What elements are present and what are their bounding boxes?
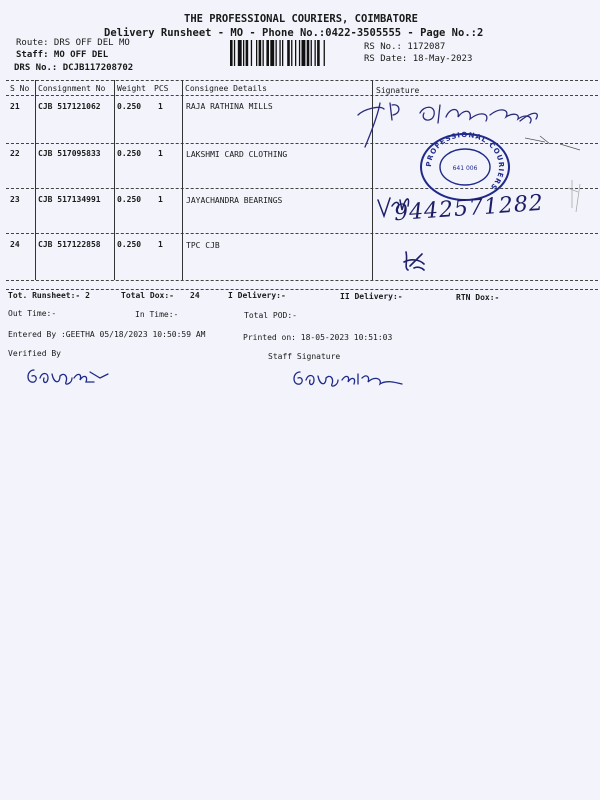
row-consignment: CJB 517121062 — [38, 102, 101, 111]
barcode-bar — [246, 40, 249, 66]
stamp-center-text: 641 006 — [452, 165, 478, 172]
row-consignee: TPC CJB — [186, 241, 220, 250]
row-sno: 22 — [10, 149, 20, 158]
barcode-bar — [302, 40, 306, 66]
i-delivery-label: I Delivery:- — [228, 291, 286, 300]
rtn-dox-label: RTN Dox:- — [456, 293, 500, 302]
barcode-bar — [266, 40, 269, 66]
column-divider — [35, 80, 36, 280]
row-consignment: CJB 517134991 — [38, 195, 101, 204]
staff-signature — [290, 366, 410, 392]
row-weight: 0.250 — [117, 195, 142, 204]
printed-on: Printed on: 18-05-2023 10:51:03 — [243, 333, 393, 342]
table-bottom-border — [6, 280, 598, 281]
company-stamp — [418, 132, 512, 202]
barcode-bar — [291, 40, 292, 66]
staff-label: Staff: MO OFF DEL — [16, 50, 109, 60]
row-consignee: RAJA RATHINA MILLS — [186, 102, 273, 111]
row-sno: 21 — [10, 102, 20, 111]
col-header-pcs: PCS — [154, 84, 169, 93]
barcode-bar — [287, 40, 290, 66]
row-consignee: LAKSHMI CARD CLOTHING — [186, 150, 288, 159]
row-divider — [6, 233, 598, 234]
barcode-bar — [263, 40, 264, 66]
barcode-bar — [270, 40, 274, 66]
barcode-image — [230, 40, 356, 66]
barcode-bar — [251, 40, 252, 66]
stamp-ring-text: PROFESSIONAL COURIERS — [424, 130, 506, 192]
barcode-bar — [234, 40, 235, 66]
barcode-bar — [324, 40, 325, 66]
row-sno: 24 — [10, 240, 20, 249]
row-weight: 0.250 — [117, 240, 142, 249]
drs-number: DRS No.: DCJB117208702 — [14, 63, 134, 73]
row-pcs: 1 — [158, 102, 163, 111]
col-header-signature: Signature — [376, 86, 420, 95]
route-label: Route: DRS OFF DEL MO — [16, 38, 130, 48]
row-consignment: CJB 517122858 — [38, 240, 101, 249]
verified-by-label: Verified By — [8, 349, 61, 358]
barcode-bar — [317, 40, 320, 66]
col-header-consignment: Consignment No — [38, 84, 106, 93]
verified-by-signature — [24, 364, 114, 390]
barcode-bar — [259, 40, 262, 66]
handwritten-phone-number: 9442571282 — [393, 190, 545, 227]
handwritten-mark — [400, 248, 430, 274]
barcode-bar — [282, 40, 283, 66]
barcode-bar — [276, 40, 277, 66]
svg-text:PROFESSIONAL COURIERS — [425, 131, 505, 192]
summary-divider — [6, 289, 598, 290]
barcode-bar — [299, 40, 300, 66]
decorative-mark — [566, 178, 586, 228]
column-divider — [114, 80, 115, 280]
out-time-label: Out Time:- — [8, 309, 57, 318]
barcode-bar — [315, 40, 316, 66]
runsheet-title: Delivery Runsheet - MO - Phone No.:0422-3505555 - Page No.:2 — [104, 27, 484, 39]
barcode-bar — [311, 40, 312, 66]
company-title: THE PROFESSIONAL COURIERS, COIMBATORE — [184, 13, 418, 25]
barcode-bar — [295, 40, 296, 66]
column-divider — [182, 80, 183, 280]
barcode-bar — [238, 40, 242, 66]
barcode-bar — [243, 40, 244, 66]
row-weight: 0.250 — [117, 102, 142, 111]
row-weight: 0.250 — [117, 149, 142, 158]
entered-by: Entered By :GEETHA 05/18/2023 10:50:59 AM — [8, 330, 206, 339]
row-consignee: JAYACHANDRA BEARINGS — [186, 196, 283, 205]
staff-signature-label: Staff Signature — [268, 352, 341, 361]
total-pod-label: Total POD:- — [244, 311, 297, 320]
col-header-consignee: Consignee Details — [185, 84, 267, 93]
barcode-bar — [230, 40, 233, 66]
in-time-label: In Time:- — [135, 310, 179, 319]
row-consignment: CJB 517095833 — [38, 149, 101, 158]
barcode-bar — [279, 40, 280, 66]
row-pcs: 1 — [158, 240, 163, 249]
table-top-border — [6, 80, 598, 81]
col-header-sno: S No — [10, 84, 30, 93]
ii-delivery-label: II Delivery:- — [340, 292, 403, 301]
row-pcs: 1 — [158, 195, 163, 204]
total-runsheet: Tot. Runsheet:- 2 — [8, 291, 90, 300]
barcode-bar — [256, 40, 257, 66]
barcode-bar — [307, 40, 310, 66]
row-sno: 23 — [10, 195, 20, 204]
total-dox-label: Total Dox:- — [121, 291, 174, 300]
decorative-mark — [520, 130, 590, 160]
rs-number: RS No.: 1172087 — [364, 42, 446, 52]
total-dox-value: 24 — [190, 291, 200, 300]
row-pcs: 1 — [158, 149, 163, 158]
col-header-weight: Weight — [117, 84, 146, 93]
rs-date: RS Date: 18-May-2023 — [364, 54, 473, 64]
